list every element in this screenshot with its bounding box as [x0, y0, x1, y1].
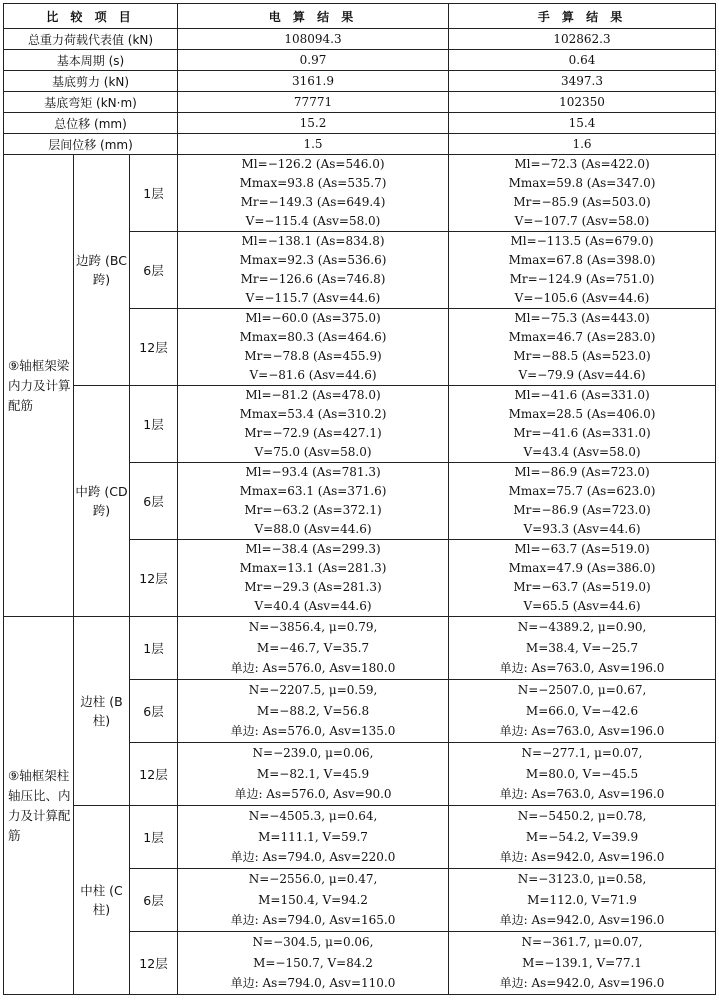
row-label: 基底剪力 (kN)	[4, 71, 178, 92]
value-line: 单边: As=576.0, Asv=180.0	[230, 661, 396, 676]
table-row	[4, 386, 716, 463]
computer-value: 1.5	[178, 134, 449, 155]
value-line: N=−3123.0, μ=0.58,	[517, 872, 647, 887]
value-line: N=−361.7, μ=0.07,	[521, 935, 643, 950]
value-line: V=88.0 (Asv=44.6)	[254, 522, 372, 536]
header-row	[4, 4, 716, 29]
value-line: N=−2507.0, μ=0.67,	[517, 683, 647, 698]
value-line: Ml=−75.3 (As=443.0)	[514, 311, 650, 325]
computer-cell	[178, 540, 449, 617]
header-item: 比 较 项 目	[4, 4, 178, 29]
row-label: 总重力荷载代表值 (kN)	[4, 29, 178, 50]
value-line: Ml=−41.6 (As=331.0)	[514, 388, 650, 402]
value-line: Mmax=47.9 (As=386.0)	[508, 561, 656, 575]
value-line: M=80.0, V=−45.5	[525, 766, 639, 781]
table-row	[4, 50, 716, 71]
value-line: N=−5450.2, μ=0.78,	[517, 809, 647, 824]
manual-cell	[449, 869, 716, 932]
value-line: Mmax=80.3 (As=464.6)	[239, 330, 387, 344]
value-line: V=−105.6 (Asv=44.6)	[514, 291, 650, 305]
level-label: 1层	[130, 806, 178, 869]
value-line: Ml=−113.5 (As=679.0)	[510, 234, 654, 248]
manual-value: 1.6	[449, 134, 716, 155]
table-row	[4, 113, 716, 134]
computer-cell	[178, 869, 449, 932]
value-line: M=−139.1, V=77.1	[522, 955, 642, 970]
span-label: 边跨 (BC跨)	[74, 155, 130, 386]
value-line: V=65.5 (Asv=44.6)	[523, 599, 641, 613]
manual-value: 15.4	[449, 113, 716, 134]
value-line: N=−4505.3, μ=0.64,	[248, 809, 378, 824]
computer-cell	[178, 155, 449, 232]
manual-value: 102350	[449, 92, 716, 113]
value-line: Ml=−138.1 (As=834.8)	[241, 234, 385, 248]
value-line: Mr=−63.2 (As=372.1)	[244, 503, 382, 517]
level-label: 6层	[130, 232, 178, 309]
table-row	[4, 134, 716, 155]
value-line: Mmax=53.4 (As=310.2)	[239, 407, 387, 421]
value-line: 单边: As=794.0, Asv=220.0	[230, 850, 396, 865]
value-line: 单边: As=942.0, Asv=196.0	[499, 976, 665, 991]
computer-value: 77771	[178, 92, 449, 113]
manual-cell	[449, 386, 716, 463]
beam-group-label: ⑨轴框架梁内力及计算配筋	[4, 155, 74, 617]
manual-cell	[449, 932, 716, 995]
manual-cell	[449, 232, 716, 309]
table-row	[4, 71, 716, 92]
manual-cell	[449, 309, 716, 386]
value-line: V=−115.7 (Asv=44.6)	[245, 291, 381, 305]
computer-value: 3161.9	[178, 71, 449, 92]
value-line: Ml=−86.9 (As=723.0)	[514, 465, 650, 479]
table-row	[4, 92, 716, 113]
row-label: 基本周期 (s)	[4, 50, 178, 71]
value-line: N=−239.0, μ=0.06,	[252, 746, 374, 761]
manual-cell	[449, 743, 716, 806]
value-line: Mr=−88.5 (As=523.0)	[513, 349, 651, 363]
value-line: M=−88.2, V=56.8	[256, 703, 370, 718]
value-line: V=−115.4 (Asv=58.0)	[245, 214, 381, 228]
computer-cell	[178, 463, 449, 540]
value-line: 单边: As=794.0, Asv=165.0	[230, 913, 396, 928]
value-line: Mr=−86.9 (As=723.0)	[513, 503, 651, 517]
manual-cell	[449, 463, 716, 540]
header-computer: 电 算 结 果	[178, 4, 449, 29]
value-line: N=−304.5, μ=0.06,	[252, 935, 374, 950]
value-line: Mr=−63.7 (As=519.0)	[513, 580, 651, 594]
value-line: Mr=−149.3 (As=649.4)	[240, 195, 386, 209]
value-line: Mmax=63.1 (As=371.6)	[239, 484, 387, 498]
column-label: 边柱 (B柱)	[74, 617, 130, 806]
value-line: Ml=−126.2 (As=546.0)	[241, 157, 385, 171]
column-group-label: ⑨轴框架柱轴压比、内力及计算配筋	[4, 617, 74, 995]
value-line: Mr=−85.9 (As=503.0)	[513, 195, 651, 209]
level-label: 12层	[130, 932, 178, 995]
table-row	[4, 806, 716, 869]
value-line: Mmax=28.5 (As=406.0)	[508, 407, 656, 421]
value-line: N=−277.1, μ=0.07,	[521, 746, 643, 761]
value-line: Ml=−93.4 (As=781.3)	[245, 465, 381, 479]
value-line: M=−54.2, V=39.9	[525, 829, 639, 844]
value-line: M=−82.1, V=45.9	[256, 766, 370, 781]
value-line: V=93.3 (Asv=44.6)	[523, 522, 641, 536]
manual-cell	[449, 617, 716, 680]
computer-value: 0.97	[178, 50, 449, 71]
value-line: 单边: As=763.0, Asv=196.0	[499, 661, 665, 676]
computer-cell	[178, 743, 449, 806]
value-line: Mmax=75.7 (As=623.0)	[508, 484, 656, 498]
value-line: Mr=−78.8 (As=455.9)	[244, 349, 382, 363]
manual-cell	[449, 155, 716, 232]
level-label: 1层	[130, 617, 178, 680]
value-line: Mr=−126.6 (As=746.8)	[240, 272, 386, 286]
value-line: 单边: As=794.0, Asv=110.0	[230, 976, 396, 991]
level-label: 6层	[130, 680, 178, 743]
value-line: Ml=−72.3 (As=422.0)	[514, 157, 650, 171]
manual-value: 3497.3	[449, 71, 716, 92]
table-row	[4, 155, 716, 232]
row-label: 基底弯矩 (kN·m)	[4, 92, 178, 113]
manual-cell	[449, 806, 716, 869]
value-line: Mmax=92.3 (As=536.6)	[239, 253, 387, 267]
level-label: 1层	[130, 386, 178, 463]
header-manual: 手 算 结 果	[449, 4, 716, 29]
computer-value: 15.2	[178, 113, 449, 134]
value-line: V=−79.9 (Asv=44.6)	[518, 368, 646, 382]
computer-cell	[178, 617, 449, 680]
row-label: 层间位移 (mm)	[4, 134, 178, 155]
value-line: Mmax=93.8 (As=535.7)	[239, 176, 387, 190]
value-line: N=−2207.5, μ=0.59,	[248, 683, 378, 698]
table-row	[4, 29, 716, 50]
value-line: 单边: As=942.0, Asv=196.0	[499, 913, 665, 928]
manual-value: 0.64	[449, 50, 716, 71]
value-line: M=66.0, V=−42.6	[525, 703, 639, 718]
level-label: 6层	[130, 869, 178, 932]
value-line: Mr=−29.3 (As=281.3)	[244, 580, 382, 594]
row-label: 总位移 (mm)	[4, 113, 178, 134]
value-line: M=111.1, V=59.7	[258, 829, 368, 844]
value-line: Mr=−124.9 (As=751.0)	[509, 272, 655, 286]
computer-cell	[178, 309, 449, 386]
value-line: Ml=−81.2 (As=478.0)	[245, 388, 381, 402]
value-line: M=−46.7, V=35.7	[256, 640, 370, 655]
level-label: 12层	[130, 743, 178, 806]
value-line: V=75.0 (Asv=58.0)	[254, 445, 372, 459]
column-label: 中柱 (C柱)	[74, 806, 130, 995]
manual-value: 102862.3	[449, 29, 716, 50]
value-line: Mr=−41.6 (As=331.0)	[513, 426, 651, 440]
value-line: V=43.4 (Asv=58.0)	[523, 445, 641, 459]
value-line: M=38.4, V=−25.7	[525, 640, 639, 655]
value-line: Mmax=59.8 (As=347.0)	[508, 176, 656, 190]
value-line: Mr=−72.9 (As=427.1)	[244, 426, 382, 440]
value-line: N=−3856.4, μ=0.79,	[248, 620, 378, 635]
value-line: 单边: As=763.0, Asv=196.0	[499, 724, 665, 739]
computer-cell	[178, 806, 449, 869]
computer-value: 108094.3	[178, 29, 449, 50]
level-label: 12层	[130, 309, 178, 386]
value-line: N=−2556.0, μ=0.47,	[248, 872, 378, 887]
span-label: 中跨 (CD跨)	[74, 386, 130, 617]
level-label: 1层	[130, 155, 178, 232]
computer-cell	[178, 386, 449, 463]
computer-cell	[178, 932, 449, 995]
value-line: Mmax=67.8 (As=398.0)	[508, 253, 656, 267]
value-line: 单边: As=576.0, Asv=135.0	[230, 724, 396, 739]
value-line: 单边: As=942.0, Asv=196.0	[499, 850, 665, 865]
table-row	[4, 617, 716, 680]
level-label: 12层	[130, 540, 178, 617]
manual-cell	[449, 540, 716, 617]
value-line: Mmax=46.7 (As=283.0)	[508, 330, 656, 344]
value-line: V=−81.6 (Asv=44.6)	[249, 368, 377, 382]
value-line: 单边: As=576.0, Asv=90.0	[234, 787, 392, 802]
manual-cell	[449, 680, 716, 743]
value-line: Ml=−63.7 (As=519.0)	[514, 542, 650, 556]
value-line: V=−107.7 (Asv=58.0)	[514, 214, 650, 228]
value-line: Mmax=13.1 (As=281.3)	[239, 561, 387, 575]
value-line: 单边: As=763.0, Asv=196.0	[499, 787, 665, 802]
value-line: Ml=−38.4 (As=299.3)	[245, 542, 381, 556]
value-line: M=−150.7, V=84.2	[253, 955, 373, 970]
computer-cell	[178, 232, 449, 309]
value-line: V=40.4 (Asv=44.6)	[254, 599, 372, 613]
computer-cell	[178, 680, 449, 743]
value-line: N=−4389.2, μ=0.90,	[517, 620, 647, 635]
value-line: M=112.0, V=71.9	[527, 892, 637, 907]
level-label: 6层	[130, 463, 178, 540]
value-line: Ml=−60.0 (As=375.0)	[245, 311, 381, 325]
comparison-table	[3, 3, 716, 995]
value-line: M=150.4, V=94.2	[258, 892, 368, 907]
